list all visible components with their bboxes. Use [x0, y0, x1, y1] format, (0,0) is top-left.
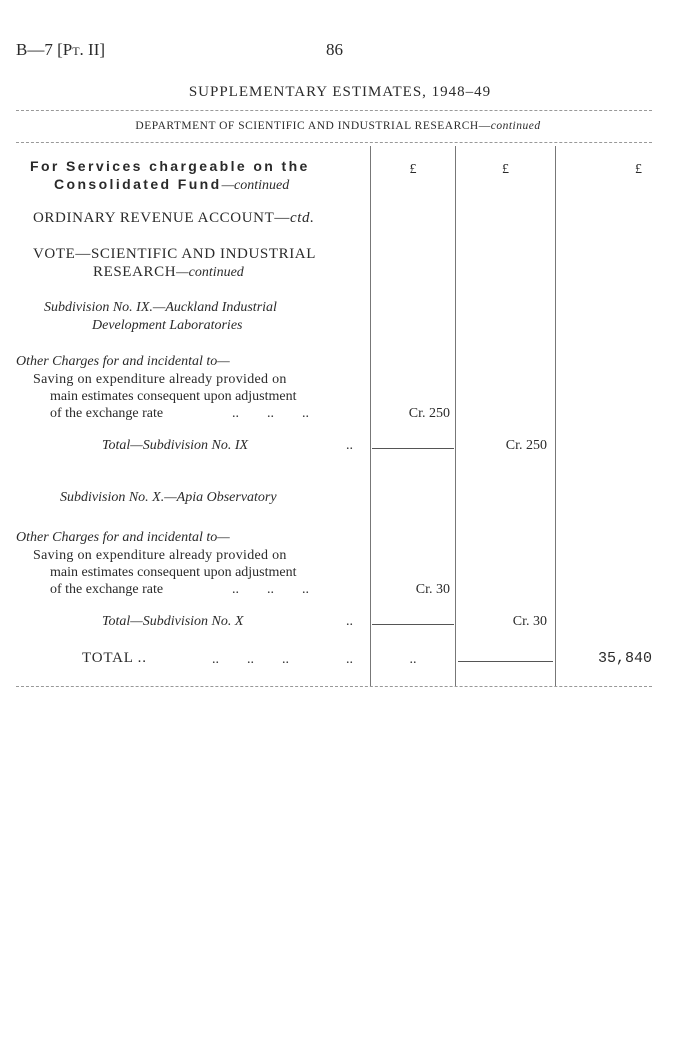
subtitle-continued: continued — [490, 120, 541, 132]
subdivision-ix-column-rule — [372, 448, 454, 449]
page-title: SUPPLEMENTARY ESTIMATES, 1948–49 — [188, 84, 492, 100]
subdivision-x-item-line1: Saving on expenditure already provided on — [33, 548, 287, 563]
column-currency-2: £ — [502, 162, 509, 177]
ordinary-account-label: ORDINARY REVENUE ACCOUNT— — [33, 210, 290, 226]
subdivision-ix-leaders: .. .. .. — [232, 406, 309, 421]
vote-research: RESEARCH — [93, 264, 177, 280]
subdivision-x-leaders: .. .. .. — [232, 582, 309, 597]
ref-part: Pt. — [62, 40, 84, 59]
column-divider-3 — [555, 146, 556, 686]
ordinary-account-ctd: ctd. — [289, 210, 315, 226]
subdivision-ix-total-amount: Cr. 250 — [505, 438, 547, 453]
subdivision-ix-item-line3: of the exchange rate — [50, 406, 164, 421]
title-rule — [16, 110, 652, 111]
document-reference — [16, 40, 105, 60]
grand-total-col1: .. — [409, 652, 417, 667]
page-number: 86 — [326, 40, 343, 59]
services-continued: —continued — [221, 178, 290, 193]
grand-total-leaders-end: .. — [346, 652, 353, 667]
subdivision-x-heading: Subdivision No. X.—Apia Observatory — [60, 490, 277, 505]
subdivision-ix-item-line2: main estimates consequent upon adjustment — [50, 389, 297, 404]
services-heading-line1: For Services chargeable on the — [30, 158, 310, 174]
column-currency-3: £ — [635, 162, 642, 177]
ordinary-account-heading — [33, 210, 314, 227]
services-heading-line2 — [54, 176, 289, 194]
column-divider-2 — [455, 146, 456, 686]
subtitle-rule — [16, 142, 652, 143]
bottom-rule — [16, 686, 652, 687]
vote-heading-line2 — [93, 264, 244, 281]
subdivision-ix-total-leaders: .. — [346, 438, 353, 453]
subdivision-x-item-line2: main estimates consequent upon adjustment — [50, 565, 297, 580]
subdivision-x-charges-label: Other Charges for and incidental to— — [16, 530, 230, 545]
subtitle-main: DEPARTMENT OF SCIENTIFIC AND INDUSTRIAL RESEARCH— — [135, 120, 491, 132]
subdivision-ix-heading-line1: Subdivision No. IX.—Auckland Industrial — [44, 300, 277, 315]
consolidated-fund: Consolidated Fund — [54, 176, 222, 192]
subdivision-ix-heading-line2: Development Laboratories — [92, 318, 243, 333]
grand-total-leaders: .. .. .. — [212, 652, 289, 667]
subdivision-ix-amount: Cr. 250 — [408, 406, 450, 421]
subdivision-x-item-line3: of the exchange rate — [50, 582, 164, 597]
vote-continued: —continued — [176, 265, 244, 280]
subdivision-ix-total-label: Total—Subdivision No. IX — [102, 438, 249, 453]
column-divider-1 — [370, 146, 371, 686]
subdivision-x-total-leaders: .. — [346, 614, 353, 629]
subdivision-x-column-rule — [372, 624, 454, 625]
subdivision-x-amount: Cr. 30 — [415, 582, 450, 597]
subdivision-ix-charges-label: Other Charges for and incidental to— — [16, 354, 230, 369]
department-subtitle — [0, 120, 676, 132]
ref-prefix: B—7 [ — [16, 40, 63, 59]
grand-total-label: TOTAL .. — [82, 650, 147, 666]
subdivision-x-total-label: Total—Subdivision No. X — [102, 614, 244, 629]
grand-total-col3: 35,840 — [597, 650, 652, 667]
subdivision-x-total-amount: Cr. 30 — [512, 614, 547, 629]
subdivision-ix-item-line1: Saving on expenditure already provided on — [33, 372, 287, 387]
column-currency-1: £ — [409, 162, 417, 177]
ref-suffix: II] — [83, 40, 106, 59]
vote-heading-line1: VOTE—SCIENTIFIC AND INDUSTRIAL — [33, 246, 316, 262]
grand-total-col2-rule — [458, 661, 553, 662]
